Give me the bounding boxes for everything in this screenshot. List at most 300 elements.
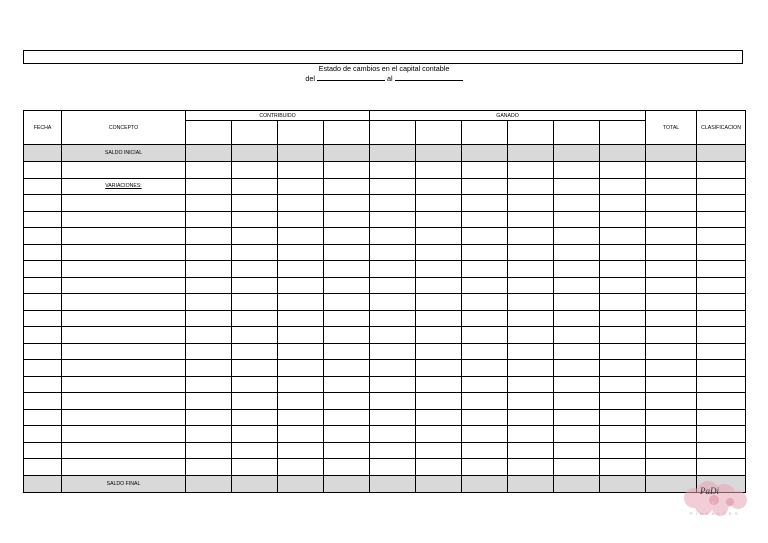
amount-cell[interactable]	[232, 228, 278, 245]
amount-cell[interactable]	[186, 475, 232, 492]
amount-cell[interactable]	[462, 393, 508, 410]
concepto-cell[interactable]: VARIACIONES:	[62, 178, 186, 195]
amount-cell[interactable]	[600, 211, 646, 228]
fecha-cell[interactable]	[24, 393, 62, 410]
fecha-cell[interactable]	[24, 376, 62, 393]
amount-cell[interactable]	[278, 294, 324, 311]
amount-cell[interactable]	[324, 145, 370, 162]
amount-cell[interactable]	[554, 442, 600, 459]
amount-cell[interactable]	[370, 244, 416, 261]
clasificacion-cell[interactable]	[697, 178, 746, 195]
amount-cell[interactable]	[416, 195, 462, 212]
amount-cell[interactable]	[278, 178, 324, 195]
amount-cell[interactable]	[324, 228, 370, 245]
amount-cell[interactable]	[232, 195, 278, 212]
total-cell[interactable]	[646, 261, 697, 278]
amount-cell[interactable]	[554, 426, 600, 443]
amount-cell[interactable]	[278, 145, 324, 162]
amount-cell[interactable]	[508, 228, 554, 245]
amount-cell[interactable]	[186, 376, 232, 393]
amount-cell[interactable]	[186, 426, 232, 443]
total-cell[interactable]	[646, 310, 697, 327]
clasificacion-cell[interactable]	[697, 195, 746, 212]
total-cell[interactable]	[646, 244, 697, 261]
concepto-cell[interactable]	[62, 360, 186, 377]
amount-cell[interactable]	[416, 228, 462, 245]
concepto-cell[interactable]	[62, 343, 186, 360]
amount-cell[interactable]	[600, 294, 646, 311]
amount-cell[interactable]	[186, 145, 232, 162]
concepto-cell[interactable]	[62, 211, 186, 228]
amount-cell[interactable]	[554, 145, 600, 162]
amount-cell[interactable]	[370, 393, 416, 410]
total-cell[interactable]	[646, 145, 697, 162]
total-cell[interactable]	[646, 228, 697, 245]
total-cell[interactable]	[646, 376, 697, 393]
amount-cell[interactable]	[370, 459, 416, 476]
amount-cell[interactable]	[416, 294, 462, 311]
subheader-cell	[462, 121, 508, 145]
fecha-cell[interactable]	[24, 360, 62, 377]
amount-cell[interactable]	[278, 211, 324, 228]
amount-cell[interactable]	[370, 376, 416, 393]
amount-cell[interactable]	[600, 310, 646, 327]
amount-cell[interactable]	[600, 277, 646, 294]
total-cell[interactable]	[646, 195, 697, 212]
amount-cell[interactable]	[600, 145, 646, 162]
amount-cell[interactable]	[554, 475, 600, 492]
amount-cell[interactable]	[462, 426, 508, 443]
total-cell[interactable]	[646, 162, 697, 179]
amount-cell[interactable]	[462, 145, 508, 162]
amount-cell[interactable]	[416, 178, 462, 195]
amount-cell[interactable]	[278, 327, 324, 344]
amount-cell[interactable]	[462, 228, 508, 245]
amount-cell[interactable]	[554, 343, 600, 360]
amount-cell[interactable]	[186, 327, 232, 344]
fecha-cell[interactable]	[24, 261, 62, 278]
fecha-cell[interactable]	[24, 442, 62, 459]
fecha-cell[interactable]	[24, 244, 62, 261]
amount-cell[interactable]	[554, 277, 600, 294]
fecha-cell[interactable]	[24, 426, 62, 443]
amount-cell[interactable]	[508, 244, 554, 261]
clasificacion-cell[interactable]	[697, 409, 746, 426]
amount-cell[interactable]	[186, 277, 232, 294]
amount-cell[interactable]	[278, 376, 324, 393]
amount-cell[interactable]	[186, 294, 232, 311]
amount-cell[interactable]	[232, 310, 278, 327]
amount-cell[interactable]	[600, 360, 646, 377]
clasificacion-cell[interactable]	[697, 426, 746, 443]
total-cell[interactable]	[646, 360, 697, 377]
amount-cell[interactable]	[600, 244, 646, 261]
amount-cell[interactable]	[324, 261, 370, 278]
clasificacion-cell[interactable]	[697, 145, 746, 162]
amount-cell[interactable]	[278, 475, 324, 492]
clasificacion-cell[interactable]	[697, 211, 746, 228]
clasificacion-cell[interactable]	[697, 294, 746, 311]
amount-cell[interactable]	[416, 393, 462, 410]
fecha-cell[interactable]	[24, 343, 62, 360]
amount-cell[interactable]	[416, 343, 462, 360]
fecha-cell[interactable]	[24, 459, 62, 476]
total-cell[interactable]	[646, 459, 697, 476]
concepto-cell[interactable]	[62, 162, 186, 179]
amount-cell[interactable]	[462, 162, 508, 179]
amount-cell[interactable]	[232, 162, 278, 179]
amount-cell[interactable]	[600, 343, 646, 360]
amount-cell[interactable]	[416, 277, 462, 294]
clasificacion-cell[interactable]	[697, 277, 746, 294]
amount-cell[interactable]	[416, 475, 462, 492]
amount-cell[interactable]	[278, 442, 324, 459]
blank-row	[24, 294, 746, 311]
amount-cell[interactable]	[324, 360, 370, 377]
amount-cell[interactable]	[462, 211, 508, 228]
amount-cell[interactable]	[370, 426, 416, 443]
amount-cell[interactable]	[600, 409, 646, 426]
fecha-cell[interactable]	[24, 228, 62, 245]
amount-cell[interactable]	[554, 261, 600, 278]
amount-cell[interactable]	[186, 409, 232, 426]
amount-cell[interactable]	[370, 310, 416, 327]
total-cell[interactable]	[646, 409, 697, 426]
to-date-blank[interactable]	[395, 74, 463, 81]
concepto-cell[interactable]	[62, 409, 186, 426]
amount-cell[interactable]	[462, 244, 508, 261]
total-cell[interactable]	[646, 211, 697, 228]
amount-cell[interactable]	[416, 426, 462, 443]
amount-cell[interactable]	[554, 211, 600, 228]
amount-cell[interactable]	[186, 162, 232, 179]
total-cell[interactable]	[646, 277, 697, 294]
amount-cell[interactable]	[462, 442, 508, 459]
concepto-cell[interactable]	[62, 442, 186, 459]
amount-cell[interactable]	[232, 277, 278, 294]
amount-cell[interactable]	[600, 426, 646, 443]
concepto-cell[interactable]	[62, 327, 186, 344]
fecha-cell[interactable]	[24, 277, 62, 294]
amount-cell[interactable]	[416, 261, 462, 278]
amount-cell[interactable]	[508, 162, 554, 179]
amount-cell[interactable]	[416, 409, 462, 426]
amount-cell[interactable]	[462, 475, 508, 492]
amount-cell[interactable]	[186, 195, 232, 212]
amount-cell[interactable]	[370, 261, 416, 278]
amount-cell[interactable]	[186, 393, 232, 410]
clasificacion-cell[interactable]	[697, 442, 746, 459]
amount-cell[interactable]	[324, 426, 370, 443]
fecha-cell[interactable]	[24, 475, 62, 492]
concepto-cell[interactable]	[62, 244, 186, 261]
amount-cell[interactable]	[324, 195, 370, 212]
amount-cell[interactable]	[600, 178, 646, 195]
amount-cell[interactable]	[278, 162, 324, 179]
fecha-cell[interactable]	[24, 162, 62, 179]
amount-cell[interactable]	[278, 228, 324, 245]
amount-cell[interactable]	[278, 277, 324, 294]
amount-cell[interactable]	[416, 442, 462, 459]
amount-cell[interactable]	[278, 244, 324, 261]
amount-cell[interactable]	[554, 195, 600, 212]
amount-cell[interactable]	[416, 244, 462, 261]
amount-cell[interactable]	[370, 475, 416, 492]
amount-cell[interactable]	[232, 343, 278, 360]
amount-cell[interactable]	[370, 178, 416, 195]
amount-cell[interactable]	[462, 343, 508, 360]
amount-cell[interactable]	[508, 327, 554, 344]
amount-cell[interactable]	[324, 310, 370, 327]
amount-cell[interactable]	[324, 393, 370, 410]
amount-cell[interactable]	[370, 162, 416, 179]
amount-cell[interactable]	[324, 162, 370, 179]
amount-cell[interactable]	[232, 145, 278, 162]
amount-cell[interactable]	[554, 393, 600, 410]
amount-cell[interactable]	[370, 360, 416, 377]
concepto-cell[interactable]: SALDO INICIAL	[62, 145, 186, 162]
amount-cell[interactable]	[416, 327, 462, 344]
amount-cell[interactable]	[462, 178, 508, 195]
total-cell[interactable]	[646, 178, 697, 195]
amount-cell[interactable]	[462, 459, 508, 476]
amount-cell[interactable]	[232, 393, 278, 410]
amount-cell[interactable]	[232, 409, 278, 426]
amount-cell[interactable]	[508, 459, 554, 476]
amount-cell[interactable]	[508, 178, 554, 195]
amount-cell[interactable]	[278, 409, 324, 426]
amount-cell[interactable]	[462, 310, 508, 327]
clasificacion-cell[interactable]	[697, 244, 746, 261]
clasificacion-cell[interactable]	[697, 327, 746, 344]
amount-cell[interactable]	[186, 442, 232, 459]
amount-cell[interactable]	[370, 442, 416, 459]
amount-cell[interactable]	[508, 145, 554, 162]
amount-cell[interactable]	[554, 294, 600, 311]
amount-cell[interactable]	[186, 178, 232, 195]
concepto-cell[interactable]	[62, 261, 186, 278]
amount-cell[interactable]	[232, 459, 278, 476]
amount-cell[interactable]	[324, 277, 370, 294]
amount-cell[interactable]	[508, 261, 554, 278]
amount-cell[interactable]	[508, 442, 554, 459]
amount-cell[interactable]	[324, 178, 370, 195]
amount-cell[interactable]	[324, 211, 370, 228]
amount-cell[interactable]	[278, 343, 324, 360]
clasificacion-cell[interactable]	[697, 376, 746, 393]
amount-cell[interactable]	[416, 459, 462, 476]
amount-cell[interactable]	[554, 228, 600, 245]
amount-cell[interactable]	[600, 459, 646, 476]
amount-cell[interactable]	[232, 244, 278, 261]
amount-cell[interactable]	[186, 459, 232, 476]
amount-cell[interactable]	[232, 178, 278, 195]
amount-cell[interactable]	[508, 277, 554, 294]
fecha-cell[interactable]	[24, 195, 62, 212]
clasificacion-cell[interactable]	[697, 360, 746, 377]
amount-cell[interactable]	[232, 376, 278, 393]
amount-cell[interactable]	[600, 261, 646, 278]
amount-cell[interactable]	[600, 327, 646, 344]
fecha-cell[interactable]	[24, 327, 62, 344]
amount-cell[interactable]	[462, 409, 508, 426]
amount-cell[interactable]	[278, 195, 324, 212]
amount-cell[interactable]	[232, 261, 278, 278]
clasificacion-cell[interactable]	[697, 162, 746, 179]
amount-cell[interactable]	[232, 442, 278, 459]
fecha-cell[interactable]	[24, 178, 62, 195]
total-cell[interactable]	[646, 393, 697, 410]
amount-cell[interactable]	[554, 459, 600, 476]
amount-cell[interactable]	[324, 343, 370, 360]
concepto-cell[interactable]	[62, 393, 186, 410]
amount-cell[interactable]	[370, 327, 416, 344]
amount-cell[interactable]	[508, 343, 554, 360]
amount-cell[interactable]	[508, 376, 554, 393]
amount-cell[interactable]	[508, 426, 554, 443]
amount-cell[interactable]	[324, 327, 370, 344]
clasificacion-cell[interactable]	[697, 343, 746, 360]
amount-cell[interactable]	[600, 475, 646, 492]
amount-cell[interactable]	[462, 360, 508, 377]
amount-cell[interactable]	[232, 475, 278, 492]
amount-cell[interactable]	[278, 459, 324, 476]
amount-cell[interactable]	[508, 360, 554, 377]
concepto-cell[interactable]	[62, 426, 186, 443]
amount-cell[interactable]	[508, 211, 554, 228]
amount-cell[interactable]	[600, 376, 646, 393]
fecha-cell[interactable]	[24, 211, 62, 228]
amount-cell[interactable]	[232, 211, 278, 228]
amount-cell[interactable]	[324, 475, 370, 492]
amount-cell[interactable]	[416, 162, 462, 179]
amount-cell[interactable]	[186, 228, 232, 245]
subheader-cell	[508, 121, 554, 145]
total-cell[interactable]	[646, 294, 697, 311]
amount-cell[interactable]	[232, 426, 278, 443]
amount-cell[interactable]	[370, 294, 416, 311]
amount-cell[interactable]	[278, 310, 324, 327]
subheader-cell	[186, 121, 232, 145]
amount-cell[interactable]	[186, 244, 232, 261]
amount-cell[interactable]	[462, 294, 508, 311]
amount-cell[interactable]	[554, 310, 600, 327]
amount-cell[interactable]	[232, 327, 278, 344]
amount-cell[interactable]	[278, 360, 324, 377]
amount-cell[interactable]	[186, 211, 232, 228]
amount-cell[interactable]	[554, 244, 600, 261]
amount-cell[interactable]	[462, 195, 508, 212]
fecha-cell[interactable]	[24, 409, 62, 426]
amount-cell[interactable]	[370, 277, 416, 294]
amount-cell[interactable]	[462, 327, 508, 344]
amount-cell[interactable]	[416, 360, 462, 377]
amount-cell[interactable]	[370, 343, 416, 360]
amount-cell[interactable]	[324, 376, 370, 393]
amount-cell[interactable]	[600, 228, 646, 245]
amount-cell[interactable]	[370, 228, 416, 245]
amount-cell[interactable]	[278, 426, 324, 443]
amount-cell[interactable]	[416, 211, 462, 228]
concepto-cell[interactable]	[62, 195, 186, 212]
amount-cell[interactable]	[462, 376, 508, 393]
clasificacion-cell[interactable]	[697, 261, 746, 278]
amount-cell[interactable]	[508, 294, 554, 311]
saldo-inicial-row	[24, 145, 746, 162]
concepto-cell[interactable]	[62, 310, 186, 327]
amount-cell[interactable]	[416, 376, 462, 393]
fecha-cell[interactable]	[24, 310, 62, 327]
amount-cell[interactable]	[508, 310, 554, 327]
amount-cell[interactable]	[554, 178, 600, 195]
total-cell[interactable]	[646, 327, 697, 344]
amount-cell[interactable]	[600, 162, 646, 179]
clasificacion-cell[interactable]	[697, 393, 746, 410]
clasificacion-cell[interactable]	[697, 459, 746, 476]
amount-cell[interactable]	[370, 195, 416, 212]
amount-cell[interactable]	[554, 327, 600, 344]
total-cell[interactable]	[646, 442, 697, 459]
concepto-cell[interactable]	[62, 376, 186, 393]
amount-cell[interactable]	[186, 261, 232, 278]
amount-cell[interactable]	[554, 360, 600, 377]
amount-cell[interactable]	[278, 261, 324, 278]
amount-cell[interactable]	[324, 409, 370, 426]
amount-cell[interactable]	[370, 409, 416, 426]
concepto-cell[interactable]	[62, 459, 186, 476]
concepto-cell[interactable]	[62, 277, 186, 294]
amount-cell[interactable]	[370, 211, 416, 228]
amount-cell[interactable]	[554, 409, 600, 426]
amount-cell[interactable]	[416, 145, 462, 162]
amount-cell[interactable]	[462, 277, 508, 294]
total-cell[interactable]	[646, 343, 697, 360]
amount-cell[interactable]	[416, 310, 462, 327]
amount-cell[interactable]	[508, 393, 554, 410]
fecha-cell[interactable]	[24, 294, 62, 311]
concepto-cell[interactable]: SALDO FINAL	[62, 475, 186, 492]
amount-cell[interactable]	[600, 442, 646, 459]
amount-cell[interactable]	[232, 360, 278, 377]
clasificacion-cell[interactable]	[697, 228, 746, 245]
amount-cell[interactable]	[370, 145, 416, 162]
amount-cell[interactable]	[554, 376, 600, 393]
amount-cell[interactable]	[324, 244, 370, 261]
total-cell[interactable]	[646, 426, 697, 443]
concepto-cell[interactable]	[62, 228, 186, 245]
amount-cell[interactable]	[324, 294, 370, 311]
amount-cell[interactable]	[324, 459, 370, 476]
concepto-cell[interactable]	[62, 294, 186, 311]
amount-cell[interactable]	[232, 294, 278, 311]
amount-cell[interactable]	[462, 261, 508, 278]
fecha-cell[interactable]	[24, 145, 62, 162]
clasificacion-cell[interactable]	[697, 310, 746, 327]
amount-cell[interactable]	[508, 475, 554, 492]
amount-cell[interactable]	[554, 162, 600, 179]
amount-cell[interactable]	[186, 360, 232, 377]
amount-cell[interactable]	[278, 393, 324, 410]
amount-cell[interactable]	[508, 195, 554, 212]
amount-cell[interactable]	[324, 442, 370, 459]
amount-cell[interactable]	[600, 195, 646, 212]
statement-heading	[0, 64, 768, 84]
amount-cell[interactable]	[186, 343, 232, 360]
from-date-blank[interactable]	[317, 74, 385, 81]
amount-cell[interactable]	[508, 409, 554, 426]
amount-cell[interactable]	[600, 393, 646, 410]
amount-cell[interactable]	[186, 310, 232, 327]
